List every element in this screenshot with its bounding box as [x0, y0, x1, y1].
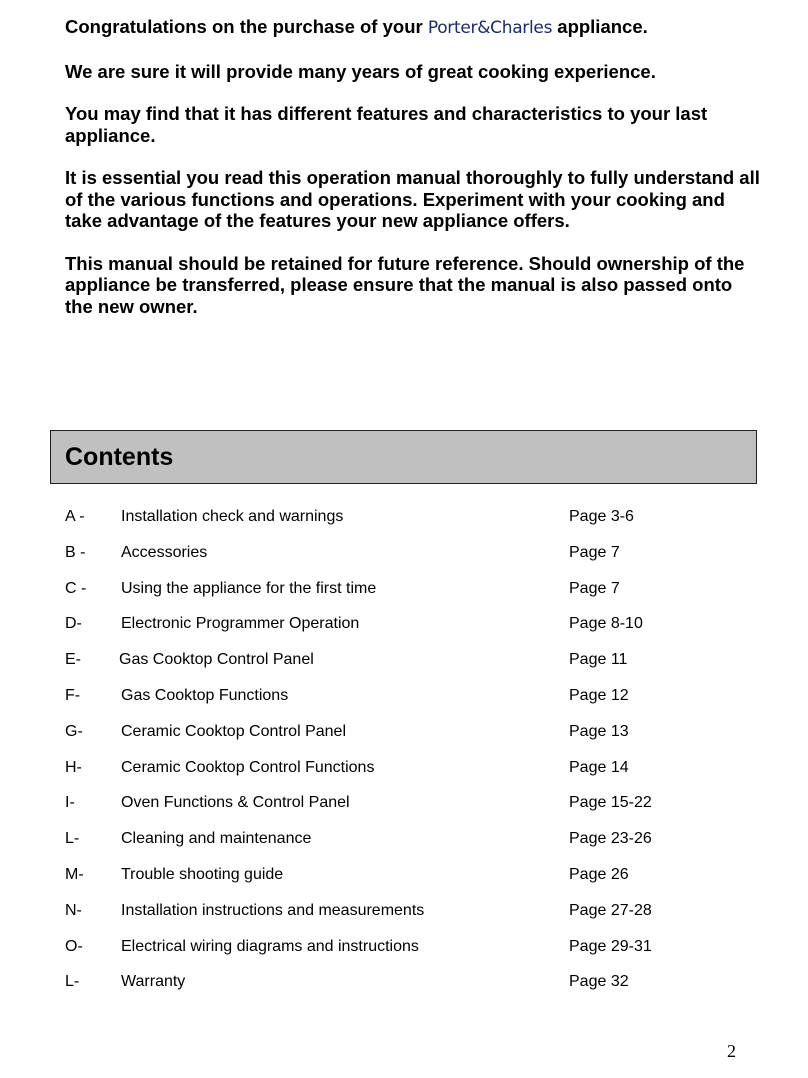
toc-item [65, 542, 715, 578]
toc-page: Page 15-22 [569, 794, 652, 812]
toc-page: Page 23-26 [569, 830, 652, 848]
toc-title: Electronic Programmer Operation [121, 615, 360, 633]
toc-page: Page 13 [569, 722, 629, 740]
toc-letter: C - [65, 579, 87, 597]
toc-item [65, 757, 715, 793]
toc-title: Accessories [121, 543, 208, 561]
toc-page: Page 26 [569, 865, 629, 883]
toc-letter: L- [65, 830, 80, 848]
toc-page: Page 27-28 [569, 901, 652, 919]
toc-page: Page 14 [569, 758, 629, 776]
toc-letter: O- [65, 937, 83, 955]
toc-letter: A - [65, 508, 85, 525]
toc-title: Electrical wiring diagrams and instructions [121, 937, 419, 955]
intro-paragraph-read-manual: It is essential you read this operation manual thoroughly to fully understand all of the various functions and operations. Experiment with your cooking and take advantage of the features your new appliance offers. [65, 167, 760, 231]
toc-letter: E- [65, 651, 81, 669]
toc-title: Warranty [121, 973, 186, 991]
toc-page: Page 11 [569, 651, 628, 669]
toc-title: Gas Cooktop Control Panel [119, 651, 314, 669]
toc-letter: G- [65, 722, 83, 740]
toc-letter: N- [65, 901, 82, 919]
intro-appliance-text: appliance. [557, 16, 648, 37]
toc-title: Using the appliance for the first time [121, 579, 377, 597]
toc-page: Page 3-6 [569, 508, 634, 525]
toc-page: Page 7 [569, 579, 620, 597]
brand-name: Porter&Charles [427, 18, 553, 38]
toc-page: Page 8-10 [569, 615, 643, 633]
intro-congrats-text: Congratulations on the purchase of your [65, 16, 423, 37]
toc-letter: L- [65, 973, 80, 991]
toc-item [65, 649, 715, 685]
toc-page: Page 7 [569, 543, 620, 561]
toc-item [65, 864, 715, 900]
toc-item [65, 685, 715, 721]
toc-page: Page 12 [569, 686, 629, 704]
intro-paragraph-experience: We are sure it will provide many years of great cooking experience. [65, 60, 656, 82]
toc-letter: M- [65, 865, 84, 883]
toc-title: Installation instructions and measurements [121, 901, 425, 919]
contents-header-box [50, 430, 757, 484]
toc-title: Cleaning and maintenance [121, 830, 312, 848]
toc-item [65, 792, 715, 828]
intro-text [65, 16, 765, 338]
toc-page: Page 29-31 [569, 937, 652, 955]
toc-item [65, 971, 715, 1007]
contents-heading: Contents [65, 443, 174, 471]
intro-paragraph-retain-manual: This manual should be retained for future reference. Should ownership of the appliance be transferred, please ensure that the manual is also passed onto the new owner. [65, 252, 745, 317]
toc-item [65, 578, 715, 614]
toc-item [65, 613, 715, 649]
toc-letter: D- [65, 615, 82, 633]
toc-item [65, 506, 715, 542]
table-of-contents [65, 506, 715, 1007]
page-number: 2 [727, 1041, 736, 1061]
toc-item [65, 721, 715, 757]
toc-item [65, 900, 715, 936]
toc-title: Ceramic Cooktop Control Panel [121, 722, 346, 740]
toc-letter: H- [65, 758, 82, 776]
toc-letter: I- [65, 794, 75, 812]
toc-page: Page 32 [569, 973, 629, 991]
toc-letter: B - [65, 543, 86, 561]
toc-title: Gas Cooktop Functions [121, 686, 289, 704]
toc-title: Installation check and warnings [121, 508, 344, 525]
intro-paragraph-congratulations [65, 16, 765, 40]
toc-title: Trouble shooting guide [121, 865, 284, 883]
toc-title: Oven Functions & Control Panel [121, 794, 350, 812]
toc-letter: F- [65, 686, 81, 704]
toc-item [65, 936, 715, 972]
toc-item [65, 828, 715, 864]
toc-title: Ceramic Cooktop Control Functions [121, 758, 375, 776]
intro-paragraph-features: You may find that it has different features and characteristics to your last appliance. [65, 103, 708, 146]
